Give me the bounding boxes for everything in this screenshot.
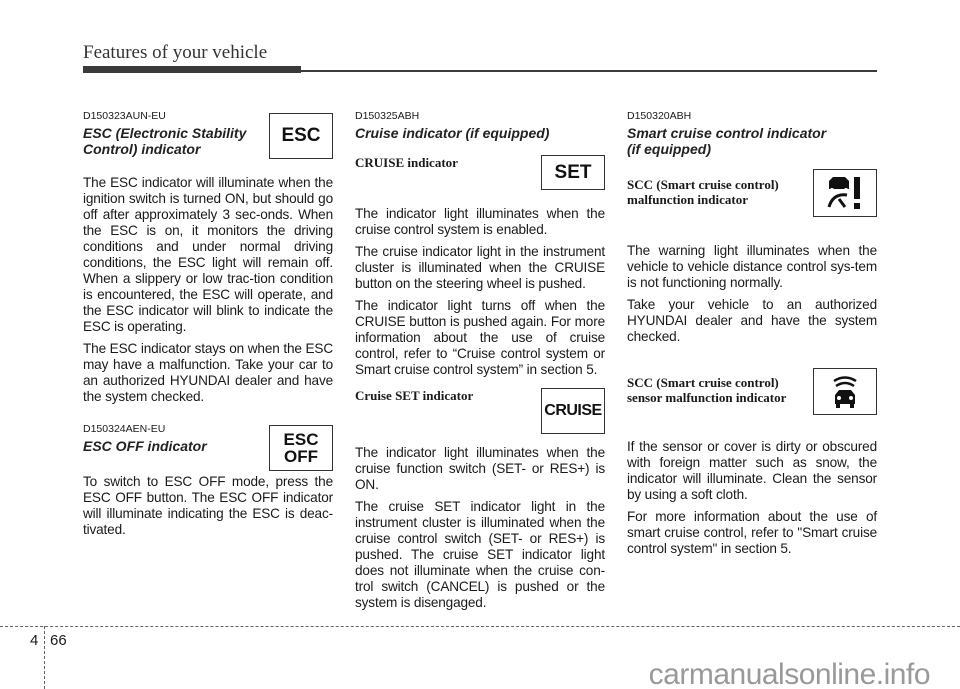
section-number: 4 — [30, 632, 39, 649]
esc-off-indicator-icon: ESC OFF — [269, 425, 333, 471]
paragraph: The indicator light illuminates when the cruise control system is enabled. — [355, 206, 605, 237]
subheading: CRUISE indicator — [355, 155, 458, 170]
cruise-indicator-icon: CRUISE — [541, 388, 605, 434]
watermark: carmanualsonline.info — [648, 658, 930, 689]
subheading: sensor malfunction indicator — [627, 390, 787, 405]
subheading: SCC (Smart cruise control) — [627, 375, 779, 390]
paragraph: The warning light illuminates when the vehicle to vehicle distance control sys-tem is not functioning normally. — [627, 243, 877, 290]
paragraph: The indicator light illuminates when the cruise function switch (SET- or RES+) is ON. — [355, 445, 605, 492]
paragraph: The cruise SET indicator light in the instrument cluster is illuminated when the cruise control switch (SET- or RES+) is pushed. The cruise SET indicator light does not illuminate when the cruise con-trol switch (CANCEL) is pushed or the system is disengaged. — [355, 499, 605, 610]
paragraph: The ESC indicator stays on when the ESC may have a malfunction. Take your car to an authorized HYUNDAI dealer and have the system checked. — [83, 341, 333, 404]
scc-malfunction-block — [627, 177, 877, 345]
scc-malfunction-icon — [813, 169, 877, 217]
middle-column — [355, 110, 605, 617]
subheading: Cruise SET indicator — [355, 388, 474, 403]
page-number: 66 — [50, 632, 67, 649]
footer-rule — [0, 626, 960, 627]
subheading: SCC (Smart cruise control) — [627, 177, 779, 192]
esc-off-section — [83, 423, 333, 538]
esc-section — [83, 110, 333, 405]
scc-sensor-malfunction-icon — [813, 368, 877, 415]
header-bar — [83, 66, 301, 73]
section-code: D150325ABH — [355, 110, 420, 122]
paragraph: For more information about the use of smart cruise control, refer to "Smart cruise control system" in section 5. — [627, 509, 877, 556]
footer-divider — [44, 626, 45, 689]
paragraph: Take your vehicle to an authorized HYUNDAI dealer and have the system checked. — [627, 297, 877, 344]
paragraph: If the sensor or cover is dirty or obscured with foreign matter such as snow, the indicator will illuminate. Clean the sensor by using a soft cloth. — [627, 439, 877, 502]
section-heading: ESC (Electronic Stability Control) indicator — [83, 125, 247, 157]
paragraph: To switch to ESC OFF mode, press the ESC OFF button. The ESC OFF indicator will illuminate indicating the ESC is deac-tivated. — [83, 474, 333, 537]
set-indicator-icon: SET — [541, 155, 605, 190]
section-heading-line1: Smart cruise control indicator — [627, 125, 827, 141]
cruise-section — [355, 110, 605, 378]
section-heading: Cruise indicator (if equipped) — [355, 125, 550, 141]
page-header-title: Features of your vehicle — [83, 42, 268, 63]
right-column — [627, 110, 877, 563]
section-code: D150323AUN-EU — [83, 110, 166, 122]
scc-sensor-block — [627, 375, 877, 557]
subheading: malfunction indicator — [627, 192, 748, 207]
cruise-set-section — [355, 388, 605, 611]
left-column — [83, 110, 333, 544]
section-code: D150324AEN-EU — [83, 423, 166, 435]
paragraph: The cruise indicator light in the instrument cluster is illuminated when the CRUISE button on the steering wheel is pushed. — [355, 244, 605, 291]
section-heading-line2: (if equipped) — [627, 141, 711, 157]
paragraph: The ESC indicator will illuminate when the ignition switch is turned ON, but should go off after approximately 3 sec-onds. When the ESC is on, it monitors the driving conditions and under normal driving conditions, the ESC light will remain off. When a slippery or low trac-tion condition is encountered, the ESC will operate, and the ESC indicator will blink to indicate the ESC is operating. — [83, 175, 333, 334]
esc-indicator-icon: ESC — [269, 113, 333, 159]
section-code: D150320ABH — [627, 110, 692, 122]
scc-section — [627, 110, 877, 557]
paragraph: The indicator light turns off when the CRUISE button is pushed again. For more information about the use of cruise control, refer to “Cruise control system or Smart cruise control system” in section 5. — [355, 298, 605, 377]
header-rule — [301, 70, 877, 72]
section-heading: ESC OFF indicator — [83, 438, 207, 454]
